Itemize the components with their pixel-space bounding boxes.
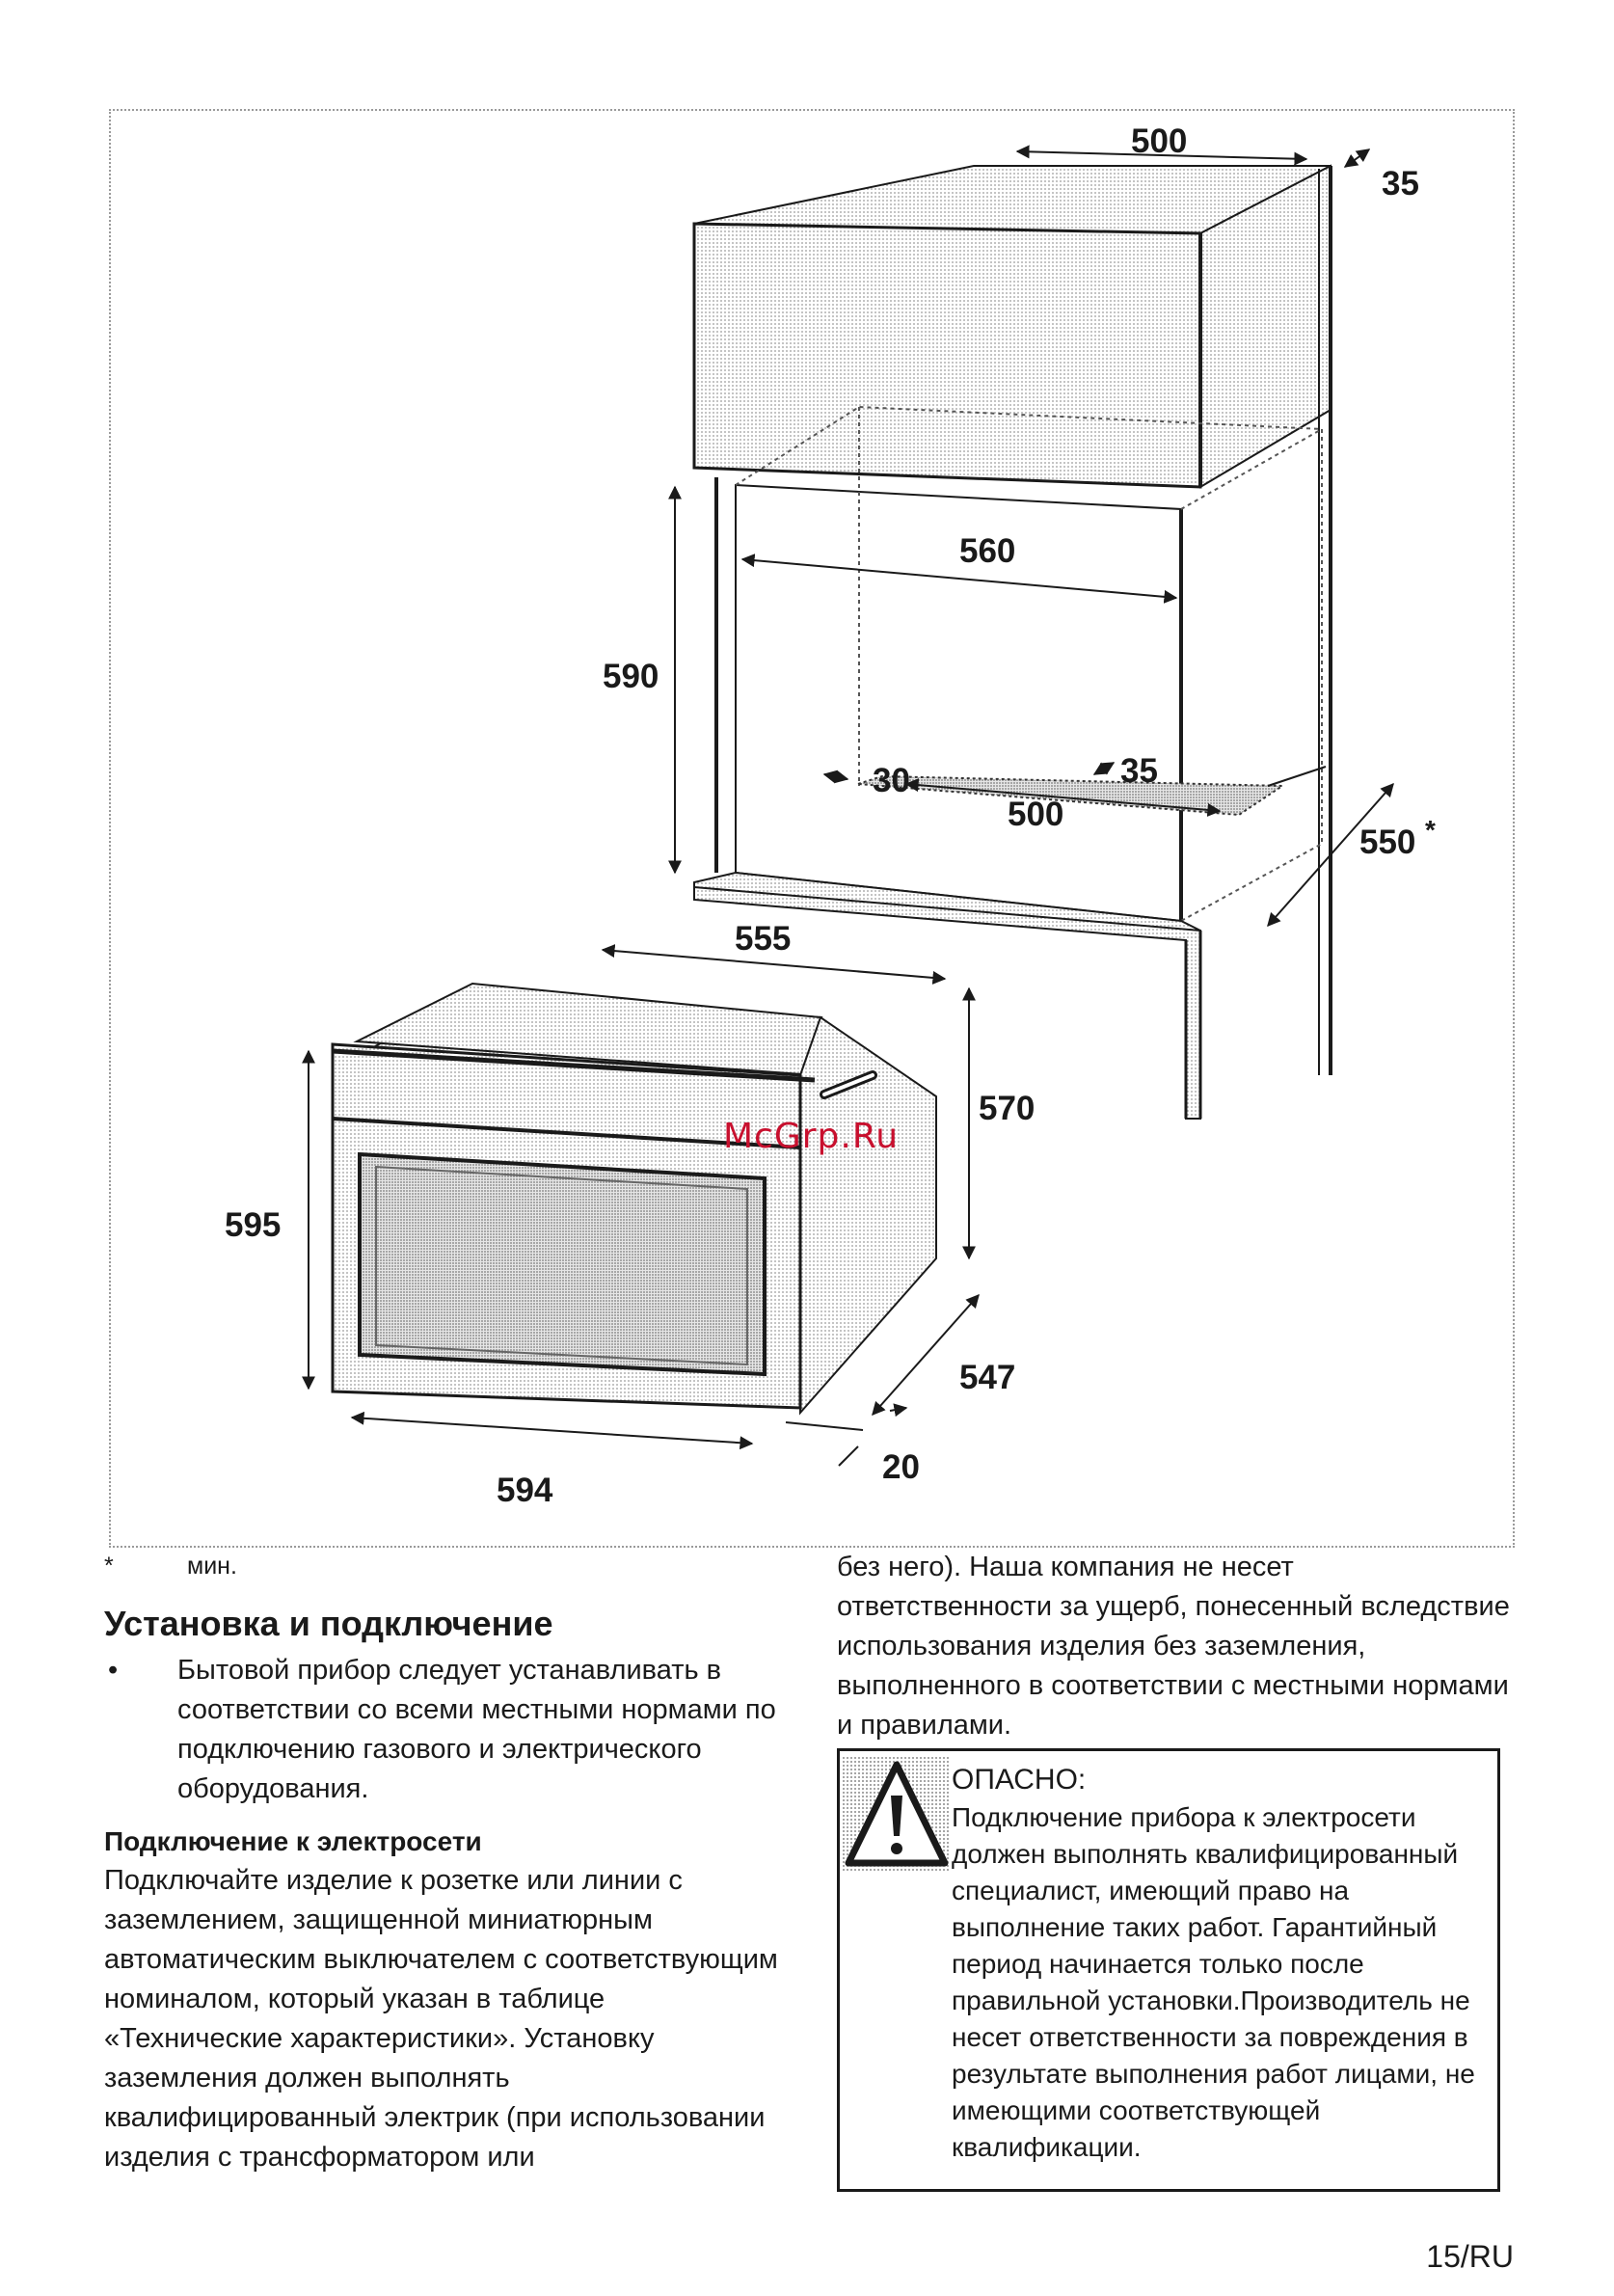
dim-35-floor: 35 [1120,752,1158,790]
dim-547: 547 [959,1359,1016,1396]
niche [694,407,1326,1119]
dim-500-floor: 500 [1008,796,1064,833]
dim-500-top: 500 [1131,122,1188,160]
dim-560: 560 [959,532,1016,570]
section-heading: Установка и подключение [104,1604,553,1643]
footnote [104,1553,393,1580]
warning-content [952,1761,1492,2166]
right-column [837,1548,1512,1745]
continuation-paragraph: без него). Наша компания не несет ответственности за ущерб, понесенный вследствие использования изделия без заземления, выполненного в соответствии с местными нормами и правилами. [837,1552,1510,1741]
dim-20: 20 [882,1448,920,1486]
dim-595: 595 [225,1206,282,1244]
warning-text: Подключение прибора к электросети должен выполнять квалифицированный специалист, имеющий право на выполнение таких работ. Гарантийный период начинается только после правильной установки.Производитель не несет ответственности за повреждения в результате выполнения работ лицами, не имеющими соответствующей квалификации. [952,1802,1475,2162]
dim-35-top: 35 [1382,165,1419,203]
dim-594: 594 [497,1472,553,1509]
oven [333,984,936,1413]
warning-box [837,1748,1500,2192]
warning-title: ОПАСНО: [952,1764,1087,1796]
warning-triangle-icon [843,1757,951,1873]
footnote-text: мин. [187,1553,237,1580]
page-number: 15/RU [1426,2239,1514,2274]
installation-diagram [109,109,1515,1548]
diagram-drawing [111,111,1517,1550]
dim-550: 550 [1359,824,1416,861]
bullet-mark: • [108,1655,119,1686]
bullet-text: Бытовой прибор следует устанавливать в соответствии со всеми местными нормами по подключению газового и электрического оборудования. [177,1655,776,1804]
dim-30: 30 [873,762,910,799]
dim-570: 570 [979,1090,1036,1127]
footnote-mark: * [104,1553,114,1580]
dim-555: 555 [735,920,792,958]
dim-550-asterisk: * [1425,815,1436,845]
left-column [104,1591,779,2177]
electric-paragraph: Подключайте изделие к розетке или линии с заземлением, защищенной миниатюрным автоматическим выключателем с соответствующим номиналом, который указан в таблице «Технические характеристики». Установку заземления должен выполнять квалифицированный электрик (при использовании изделия с трансформатором или [104,1865,778,2173]
bullet-item [104,1651,779,1809]
subsection-heading: Подключение к электросети [104,1826,482,1856]
watermark: McGrp.Ru [723,1117,900,1156]
dim-590: 590 [603,658,659,695]
